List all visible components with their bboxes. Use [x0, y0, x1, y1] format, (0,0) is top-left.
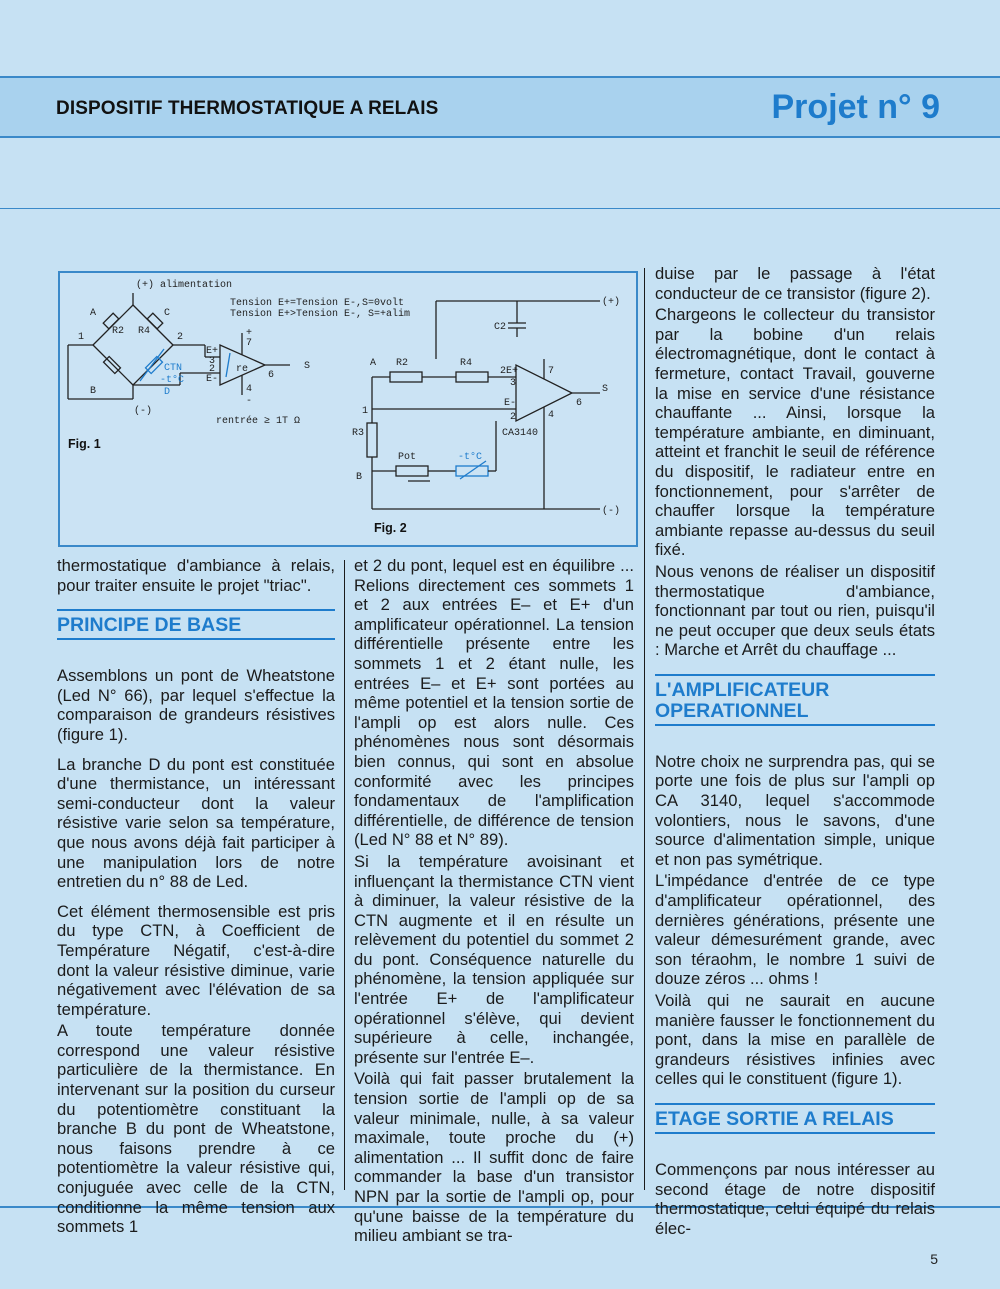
svg-text:-t°C: -t°C — [160, 375, 185, 386]
svg-text:-t°C: -t°C — [458, 452, 483, 463]
fig2-caption: Fig. 2 — [374, 521, 407, 535]
paragraph: Notre choix ne surprendra pas, qui se porte une fois de plus sur l'ampli op CA 3140, lequel s'accommode volontiers, nous le savons, d'une source d'alimentation simple, unique et non pas symétrique. — [655, 751, 935, 869]
svg-text:2: 2 — [510, 412, 517, 423]
svg-text:rentrée ≥ 1T Ω: rentrée ≥ 1T Ω — [216, 416, 301, 427]
paragraph: L'impédance d'entrée de ce type d'amplificateur opérationnel, des dernières générations, présente une valeur démesurément grande, avec son téraohm, le nombre 1 suivi de douze zéros ... ohms ! — [655, 871, 935, 989]
page-title: DISPOSITIF THERMOSTATIQUE A RELAIS — [56, 98, 439, 119]
paragraph: Chargeons le collecteur du transistor par la bobine d'un relais électromagnétique, dont le contact à fermeture, contact Travail, gouverne la mise en service d'une résistance chauffante ... Ainsi, lorsque la température ambiante, en diminuant, atteint et franchit le seuil de référence du dispositif, le radiateur entre en fonctionnement, pour s'arrêter de chauffer lorsque la température ambiante repasse au-dessus du seuil fixé. — [655, 305, 935, 560]
svg-text:1: 1 — [362, 406, 369, 417]
paragraph: thermostatique d'ambiance à relais, pour traiter ensuite le projet "triac". — [57, 556, 335, 595]
project-number: Projet n° 9 — [771, 88, 940, 126]
column-rule-1 — [344, 560, 345, 1190]
svg-text:R3: R3 — [352, 428, 365, 439]
svg-text:4: 4 — [246, 384, 253, 395]
svg-text:-: - — [246, 396, 253, 407]
paragraph: Assemblons un pont de Wheatstone (Led N° 66), par lequel s'effectue la comparaison de grandeurs résistives (figure 1). — [57, 666, 335, 744]
content-rule-top — [0, 208, 1000, 209]
svg-text:Tension E+>Tension E-, S=+alim: Tension E+>Tension E-, S=+alim — [230, 309, 411, 320]
paragraph: Commençons par nous intéresser au second étage de notre dispositif thermostatique, celui équipé du relais élec- — [655, 1159, 935, 1238]
svg-text:E-: E- — [206, 374, 219, 385]
column-rule-2 — [644, 268, 645, 1190]
svg-text:A: A — [370, 358, 377, 369]
svg-text:1: 1 — [78, 332, 85, 343]
svg-text:6: 6 — [576, 398, 583, 409]
svg-text:3: 3 — [510, 378, 517, 389]
paragraph: Voilà qui fait passer brutalement la tension sortie de l'ampli op de sa valeur minimale, nulle, à sa valeur maximale, toute proche du (+) alimentation ... Il suffit donc de faire commander la base d'un transistor NPN par la sortie de l'ampli op, pour qu'une baisse de la température du milieu ambiant se tra- — [354, 1069, 634, 1246]
page-number: 5 — [930, 1251, 938, 1267]
svg-text:Tension E+=Tension E-,S=0volt: Tension E+=Tension E-,S=0volt — [230, 298, 405, 309]
svg-text:C: C — [164, 308, 171, 319]
paragraph: Voilà qui ne saurait en aucune manière fausser le fonctionnement du pont, dans la mise en parallèle de grandeurs résistives infinies avec celles qui le constituent (figure 1). — [655, 991, 935, 1089]
svg-text:E+: E+ — [206, 346, 219, 357]
svg-text:2: 2 — [209, 364, 216, 375]
circuit-diagrams — [60, 273, 636, 545]
column-3 — [655, 264, 935, 1238]
svg-text:2E+: 2E+ — [500, 366, 519, 377]
header-rule-bottom — [0, 136, 1000, 138]
svg-text:R4: R4 — [460, 358, 473, 369]
svg-text:4: 4 — [548, 410, 555, 421]
column-2 — [354, 556, 634, 1246]
svg-text:3: 3 — [209, 356, 216, 367]
figure-box — [58, 271, 638, 547]
svg-text:R2: R2 — [396, 358, 409, 369]
fig1-labels — [78, 279, 410, 427]
fig2-diagram — [367, 301, 600, 509]
svg-text:(+): (+) — [602, 297, 621, 308]
svg-text:B: B — [356, 472, 363, 483]
paragraph: Si la température avoisinant et influençant la thermistance CTN vient à diminuer, la valeur résistive de la CTN augmente et il en résulte un relèvement du potentiel du sommet 2 du pont. Conséquence naturelle du phénomène, la tension appliquée sur l'entrée E+ de l'amplificateur opérationnel s'élève, qui devient supérieure à celle, inchangée, présente sur l'entrée E–. — [354, 851, 634, 1067]
svg-text:7: 7 — [246, 338, 253, 349]
paragraph: Nous venons de réaliser un dispositif thermostatique d'ambiance, fonctionnant par tout ou rien, puisqu'il ne peut occuper que deux seuls états : Marche et Arrêt du chauffage ... — [655, 561, 935, 660]
svg-text:S: S — [602, 384, 609, 395]
svg-text:2: 2 — [177, 332, 184, 343]
svg-text:R2: R2 — [112, 326, 125, 337]
svg-text:(-): (-) — [602, 506, 621, 517]
svg-text:R4: R4 — [138, 326, 151, 337]
svg-text:E-: E- — [504, 398, 517, 409]
svg-text:B: B — [90, 386, 97, 397]
section-heading-etage: ETAGE SORTIE A RELAIS — [655, 1103, 935, 1134]
svg-text:7: 7 — [548, 366, 555, 377]
svg-text:D: D — [164, 387, 171, 398]
svg-text:S: S — [304, 361, 311, 372]
svg-text:re: re — [236, 364, 249, 375]
svg-text:CA3140: CA3140 — [502, 428, 539, 439]
fig1-caption: Fig. 1 — [68, 437, 101, 451]
svg-text:(+) alimentation: (+) alimentation — [136, 280, 233, 291]
fig2-labels — [352, 296, 620, 517]
paragraph: La branche D du pont est constituée d'une thermistance, un intéressant semi-conducteur dont la valeur résistive varie selon sa température, que nous avons déjà fait participer à une manipulation lors de notre entretien du n° 88 de Led. — [57, 754, 335, 892]
paragraph: duise par le passage à l'état conducteur de ce transistor (figure 2). — [655, 264, 935, 303]
paragraph: et 2 du pont, lequel est en équilibre ... Relions directement ces sommets 1 et 2 aux entrées E– et E+ d'un amplificateur opérationnel. La tension différentielle présente entre les sommets 1 et 2 étant nulle, les entrées E– et E+ sont portées au même potentiel et la tension sortie de l'ampli op est alors nulle. Ces phénomènes nous sont désormais bien connus, qui sont en absolue conformité avec les principes fondamentaux de l'amplification différentielle, de différence de tension (Led N° 88 et N° 89). — [354, 556, 634, 850]
svg-text:CTN: CTN — [164, 363, 183, 374]
svg-text:C2: C2 — [494, 322, 507, 333]
svg-text:A: A — [90, 308, 97, 319]
svg-text:+: + — [246, 328, 253, 339]
header-rule-top — [0, 76, 1000, 78]
svg-text:6: 6 — [268, 370, 275, 381]
svg-text:Pot: Pot — [398, 452, 417, 463]
svg-text:(-): (-) — [134, 406, 153, 417]
paragraph: A toute température donnée correspond une valeur résistive particulière de la thermistance. En intervenant sur la position du curseur du potentiomètre constituant la branche B du pont de Wheatstone, nous faisons prendre à ce potentiomètre la valeur résistive qui, conjuguée avec celle de la CTN, conditionne la même tension aux sommets 1 — [57, 1021, 335, 1237]
paragraph: Cet élément thermosensible est pris du type CTN, à Coefficient de Température Négatif, c'est-à-dire dont la valeur résistive diminue, varie négativement avec l'élévation de sa température. — [57, 901, 335, 1019]
column-1 — [57, 556, 335, 1237]
section-heading-principe: PRINCIPE DE BASE — [57, 609, 335, 640]
section-heading-amplificateur: L'AMPLIFICATEUR OPERATIONNEL — [655, 674, 935, 726]
